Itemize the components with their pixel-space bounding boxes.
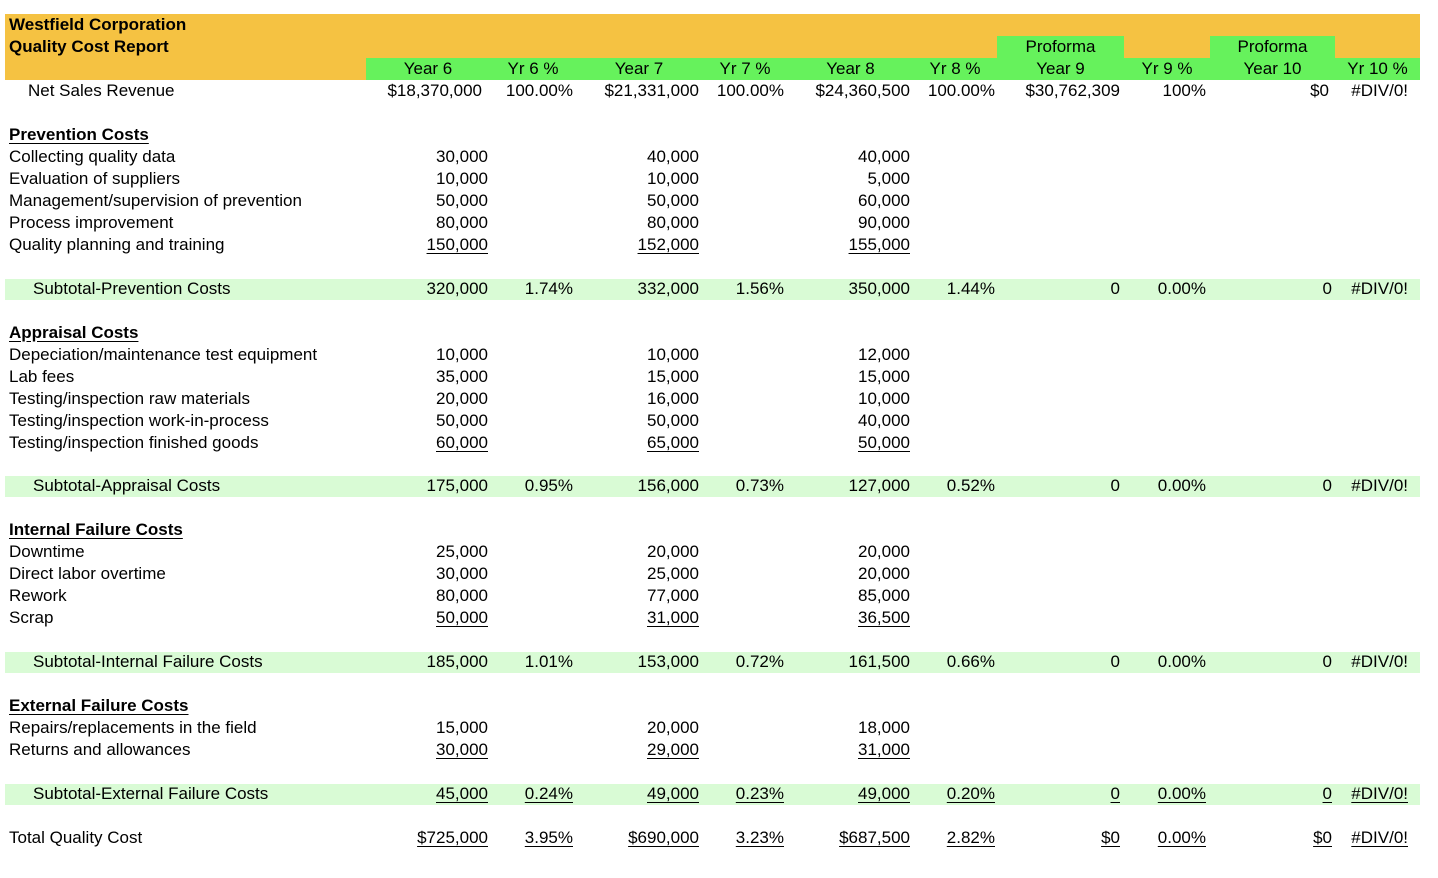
total-yr8pct: 2.82% xyxy=(946,828,995,847)
subtotal-label-internal: Subtotal-Internal Failure Costs xyxy=(33,652,263,671)
net-sales-yr8pct: 100.00% xyxy=(927,81,995,100)
item-year7: 16,000 xyxy=(647,389,699,408)
subtotal-external-yr6pct: 0.24% xyxy=(524,784,573,803)
subtotal-prevention-year6: 320,000 xyxy=(426,279,488,298)
subtotal-appraisal-year7: 156,000 xyxy=(637,476,699,495)
item-year8: 12,000 xyxy=(858,345,910,364)
total-yr7pct: 3.23% xyxy=(735,828,784,847)
item-year7: 20,000 xyxy=(647,718,699,737)
subtotal-external-year6: 45,000 xyxy=(436,784,488,803)
subtotal-external-yr9pct: 0.00% xyxy=(1157,784,1206,803)
item-year8: 20,000 xyxy=(858,564,910,583)
total-label: Total Quality Cost xyxy=(9,828,143,847)
item-label: Lab fees xyxy=(9,367,75,386)
subtotal-internal-year8: 161,500 xyxy=(848,652,910,671)
total-yr9pct: 0.00% xyxy=(1157,828,1206,847)
subtotal-appraisal-year6: 175,000 xyxy=(426,476,488,495)
item-year6: 15,000 xyxy=(436,718,488,737)
net-sales-yr10pct: #DIV/0! xyxy=(1351,81,1408,100)
item-year7: 50,000 xyxy=(647,411,699,430)
item-year6: 150,000 xyxy=(426,235,488,254)
item-label: Management/supervision of prevention xyxy=(9,191,302,210)
item-year6: 20,000 xyxy=(436,389,488,408)
col-header-year8: Year 8 xyxy=(826,59,875,78)
item-year7: 29,000 xyxy=(647,740,699,759)
item-year7: 40,000 xyxy=(647,147,699,166)
subtotal-external-yr10pct: #DIV/0! xyxy=(1351,784,1408,803)
subtotal-internal-year7: 153,000 xyxy=(637,652,699,671)
subtotal-external-yr7pct: 0.23% xyxy=(735,784,784,803)
subtotal-internal-year10: 0 xyxy=(1322,652,1332,671)
col-header-yr9pct: Yr 9 % xyxy=(1141,59,1193,78)
item-year6: 50,000 xyxy=(436,608,488,627)
col-header-year10: Year 10 xyxy=(1243,59,1302,78)
item-year6: 50,000 xyxy=(436,191,488,210)
item-year7: 25,000 xyxy=(647,564,699,583)
subtotal-internal-year9: 0 xyxy=(1110,652,1120,671)
net-sales-yr6pct: 100.00% xyxy=(505,81,573,100)
section-heading-internal: Internal Failure Costs xyxy=(9,520,183,539)
subtotal-external-year10: 0 xyxy=(1322,784,1332,803)
subtotal-internal-yr10pct: #DIV/0! xyxy=(1351,652,1408,671)
net-sales-year7: $21,331,000 xyxy=(604,81,699,100)
subtotal-external-yr8pct: 0.20% xyxy=(946,784,995,803)
item-year8: 40,000 xyxy=(858,147,910,166)
total-year10: $0 xyxy=(1313,828,1332,847)
item-year6: 35,000 xyxy=(436,367,488,386)
item-year8: 20,000 xyxy=(858,542,910,561)
section-heading-appraisal: Appraisal Costs xyxy=(9,323,139,342)
item-year6: 25,000 xyxy=(436,542,488,561)
net-sales-year6: $18,370,000 xyxy=(387,81,482,100)
item-year7: 20,000 xyxy=(647,542,699,561)
item-year8: 50,000 xyxy=(858,433,910,452)
total-year6: $725,000 xyxy=(417,828,488,847)
subtotal-prevention-yr7pct: 1.56% xyxy=(735,279,784,298)
item-year7: 10,000 xyxy=(647,345,699,364)
item-label: Process improvement xyxy=(9,213,174,232)
subtotal-internal-yr7pct: 0.72% xyxy=(735,652,784,671)
item-year7: 31,000 xyxy=(647,608,699,627)
subtotal-appraisal-yr10pct: #DIV/0! xyxy=(1351,476,1408,495)
total-yr10pct: #DIV/0! xyxy=(1351,828,1408,847)
item-year6: 30,000 xyxy=(436,147,488,166)
item-year6: 60,000 xyxy=(436,433,488,452)
subtotal-appraisal-yr8pct: 0.52% xyxy=(946,476,995,495)
section-heading-external: External Failure Costs xyxy=(9,696,189,715)
item-year8: 60,000 xyxy=(858,191,910,210)
subtotal-label-external: Subtotal-External Failure Costs xyxy=(33,784,269,803)
item-label: Downtime xyxy=(9,542,85,561)
item-year7: 15,000 xyxy=(647,367,699,386)
subtotal-prevention-yr6pct: 1.74% xyxy=(524,279,573,298)
subtotal-internal-yr8pct: 0.66% xyxy=(946,652,995,671)
item-year8: 10,000 xyxy=(858,389,910,408)
item-year7: 152,000 xyxy=(637,235,699,254)
subtotal-appraisal-yr9pct: 0.00% xyxy=(1157,476,1206,495)
item-label: Direct labor overtime xyxy=(9,564,166,583)
item-year7: 50,000 xyxy=(647,191,699,210)
subtotal-prevention-yr8pct: 1.44% xyxy=(946,279,995,298)
proforma-label-year9: Proforma xyxy=(1025,37,1096,56)
item-year6: 30,000 xyxy=(436,564,488,583)
item-year8: 155,000 xyxy=(848,235,910,254)
item-year8: 5,000 xyxy=(867,169,910,188)
item-year8: 18,000 xyxy=(858,718,910,737)
subtotal-external-year9: 0 xyxy=(1110,784,1120,803)
item-year6: 10,000 xyxy=(436,169,488,188)
item-label: Quality planning and training xyxy=(9,235,225,254)
subtotal-prevention-year9: 0 xyxy=(1110,279,1120,298)
subtotal-prevention-yr10pct: #DIV/0! xyxy=(1351,279,1408,298)
col-header-yr7pct: Yr 7 % xyxy=(719,59,771,78)
net-sales-year9: $30,762,309 xyxy=(1025,81,1120,100)
col-header-year6: Year 6 xyxy=(403,59,453,78)
item-label: Collecting quality data xyxy=(9,147,176,166)
subtotal-external-year8: 49,000 xyxy=(858,784,910,803)
subtotal-external-year7: 49,000 xyxy=(647,784,699,803)
item-label: Repairs/replacements in the field xyxy=(9,718,257,737)
item-year7: 10,000 xyxy=(647,169,699,188)
subtotal-internal-yr6pct: 1.01% xyxy=(524,652,573,671)
item-year6: 80,000 xyxy=(436,213,488,232)
col-header-yr8pct: Yr 8 % xyxy=(929,59,981,78)
item-label: Testing/inspection finished goods xyxy=(9,433,259,452)
item-year8: 85,000 xyxy=(858,586,910,605)
total-year8: $687,500 xyxy=(839,828,910,847)
net-sales-year10: $0 xyxy=(1310,81,1329,100)
net-sales-year8: $24,360,500 xyxy=(815,81,910,100)
item-year6: 80,000 xyxy=(436,586,488,605)
subtotal-appraisal-year9: 0 xyxy=(1110,476,1120,495)
subtotal-prevention-yr9pct: 0.00% xyxy=(1157,279,1206,298)
item-year6: 30,000 xyxy=(436,740,488,759)
total-yr6pct: 3.95% xyxy=(524,828,573,847)
item-year7: 80,000 xyxy=(647,213,699,232)
subtotal-prevention-year10: 0 xyxy=(1322,279,1332,298)
item-label: Scrap xyxy=(9,608,54,627)
item-year8: 40,000 xyxy=(858,411,910,430)
subtotal-label-appraisal: Subtotal-Appraisal Costs xyxy=(33,476,221,495)
item-year6: 50,000 xyxy=(436,411,488,430)
col-header-yr6pct: Yr 6 % xyxy=(507,59,559,78)
net-sales-label: Net Sales Revenue xyxy=(28,81,175,100)
item-year8: 90,000 xyxy=(858,213,910,232)
item-year7: 77,000 xyxy=(647,586,699,605)
total-year9: $0 xyxy=(1101,828,1120,847)
section-heading-prevention: Prevention Costs xyxy=(9,125,149,144)
col-header-year7: Year 7 xyxy=(614,59,664,78)
item-label: Testing/inspection work-in-process xyxy=(9,411,269,430)
col-header-year9: Year 9 xyxy=(1036,59,1085,78)
item-label: Evaluation of suppliers xyxy=(9,169,181,188)
subtotal-internal-yr9pct: 0.00% xyxy=(1157,652,1206,671)
item-label: Rework xyxy=(9,586,67,605)
item-year6: 10,000 xyxy=(436,345,488,364)
item-year8: 15,000 xyxy=(858,367,910,386)
report-title: Quality Cost Report xyxy=(9,37,169,56)
item-label: Returns and allowances xyxy=(9,740,191,759)
item-label: Testing/inspection raw materials xyxy=(9,389,250,408)
item-label: Depeciation/maintenance test equipment xyxy=(9,345,318,364)
subtotal-appraisal-yr7pct: 0.73% xyxy=(735,476,784,495)
subtotal-appraisal-year8: 127,000 xyxy=(848,476,910,495)
subtotal-internal-year6: 185,000 xyxy=(426,652,488,671)
item-year7: 65,000 xyxy=(647,433,699,452)
proforma-label-year10: Proforma xyxy=(1237,37,1308,56)
item-year8: 31,000 xyxy=(858,740,910,759)
subtotal-appraisal-year10: 0 xyxy=(1322,476,1332,495)
net-sales-yr9pct: 100% xyxy=(1162,81,1206,100)
subtotal-appraisal-yr6pct: 0.95% xyxy=(524,476,573,495)
net-sales-yr7pct: 100.00% xyxy=(716,81,784,100)
col-header-yr10pct: Yr 10 % xyxy=(1347,59,1408,78)
subtotal-prevention-year8: 350,000 xyxy=(848,279,910,298)
total-year7: $690,000 xyxy=(628,828,699,847)
subtotal-prevention-year7: 332,000 xyxy=(637,279,699,298)
report-company: Westfield Corporation xyxy=(9,15,187,34)
item-year8: 36,500 xyxy=(858,608,910,627)
subtotal-label-prevention: Subtotal-Prevention Costs xyxy=(33,279,231,298)
